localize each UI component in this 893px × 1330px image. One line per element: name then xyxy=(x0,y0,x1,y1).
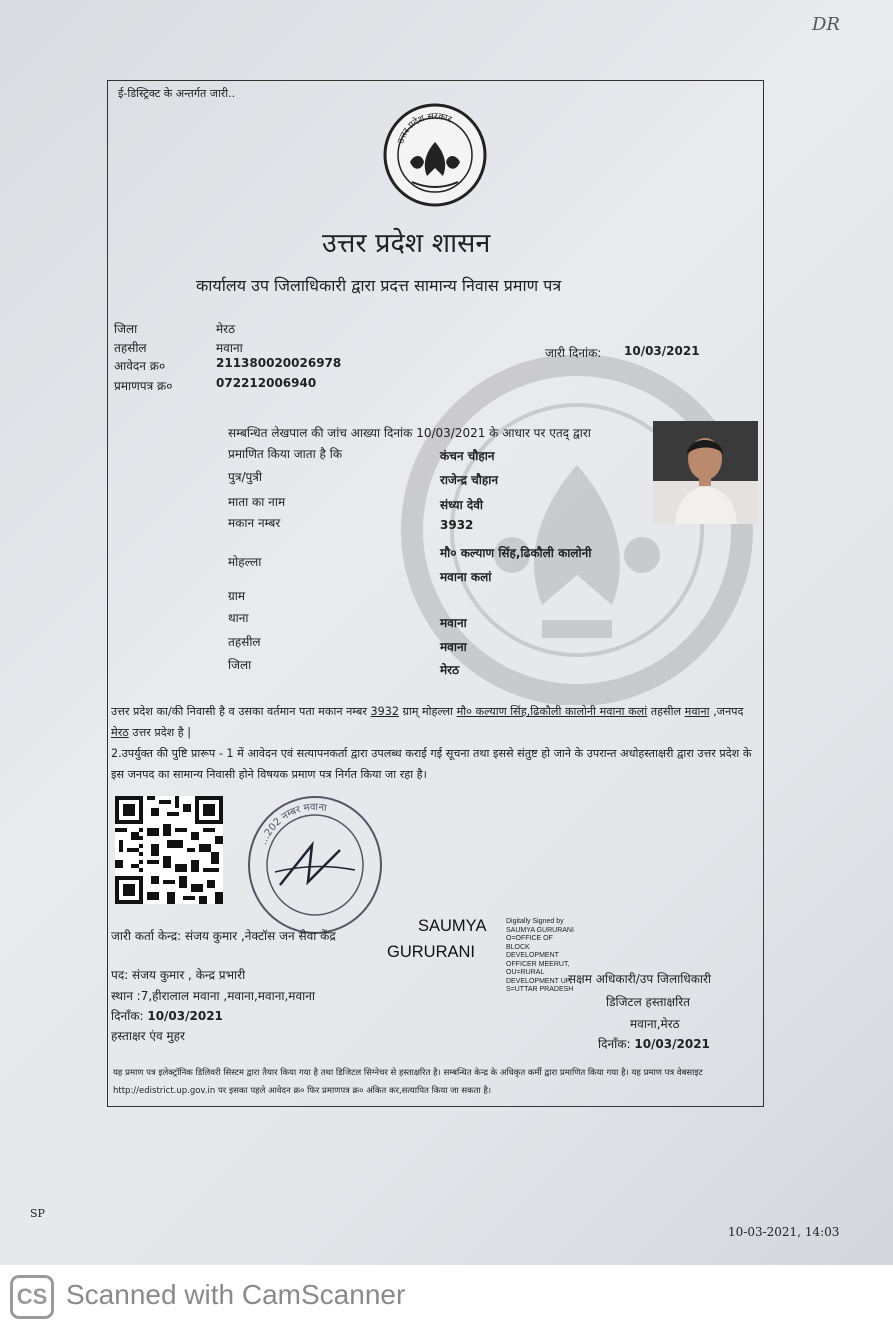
residence-locality: मौ० कल्याण सिंह,ढिकौली कालोनी मवाना कलां xyxy=(456,705,648,718)
scan-left-mark: SP xyxy=(30,1207,45,1220)
emblem-text: उत्तर प्रदेश सरकार xyxy=(396,111,453,146)
certified-label: प्रमाणित किया जाता है कि xyxy=(228,447,343,461)
issue-date: 10/03/2021 xyxy=(624,344,700,358)
tehsil-label-2: तहसील xyxy=(228,635,261,649)
svg-text:...202 नम्बर मवाना xyxy=(258,802,328,847)
application-number: 211380020026978 xyxy=(216,356,342,370)
application-label: आवेदन क्र० xyxy=(114,359,166,373)
camscanner-label: Scanned with CamScanner xyxy=(66,1279,406,1310)
issuer-place: स्थान :7,हीरालाल मवाना ,मवाना,मवाना,मवाना xyxy=(111,989,316,1003)
issuer-post: पद: संजय कुमार , केन्द्र प्रभारी xyxy=(111,968,246,982)
residence-text-a: उत्तर प्रदेश का/की निवासी है व उसका वर्तमान पता मकान नम्बर xyxy=(111,705,371,718)
residence-text-e: उत्तर प्रदेश है | xyxy=(128,726,192,739)
locality-label: मोहल्ला xyxy=(228,555,262,569)
issuing-center: जारी कर्ता केन्द्र: संजय कुमार ,नेक्टॉस जन सेवा केंद्र xyxy=(111,929,336,943)
residence-tehsil: मवाना xyxy=(684,705,710,718)
district-value: मेरठ xyxy=(216,322,236,336)
father-name: राजेन्द्र चौहान xyxy=(440,473,499,487)
applicant-name: कंचन चौहान xyxy=(440,449,495,463)
certificate-number-label: प्रमाणपत्र क्र० xyxy=(114,379,173,393)
district-value-2: मेरठ xyxy=(440,663,460,677)
certificate-title: उत्तर प्रदेश शासन xyxy=(322,228,491,259)
house-number: 3932 xyxy=(440,518,474,532)
residence-text-b: ग्राम् मोहल्ला xyxy=(398,705,457,718)
stamp-text: ...202 नम्बर मवाना xyxy=(258,801,328,847)
authority-title: सक्षम अधिकारी/उप जिलाधिकारी xyxy=(568,972,712,986)
authority-date: 10/03/2021 xyxy=(634,1037,710,1051)
signature-seal-label: हस्ताक्षर एंव मुहर xyxy=(111,1029,185,1043)
digital-signature-details: Digitally Signed by SAUMYA GURURANI O=OFFICE OF BLOCK DEVELOPMENT OFFICER MEERUT, OU=RURAL DEVELOPMENT UP, S=UTTAR PRADESH xyxy=(506,918,574,993)
residence-district: मेरठ xyxy=(111,726,129,739)
applicant-photo xyxy=(653,421,758,524)
qr-code-pattern xyxy=(115,796,223,904)
issuer-date-label: दिनाँक: xyxy=(111,1009,144,1023)
issued-under-note: ई-डिस्ट्रिक्ट के अन्तर्गत जारी.. xyxy=(118,87,236,100)
certificate-subtitle: कार्यालय उप जिलाधिकारी द्वारा प्रदत्त सामान्य निवास प्रमाण पत्र xyxy=(196,276,562,295)
authority-date-row xyxy=(598,1035,710,1052)
tehsil-value: मवाना xyxy=(216,341,243,355)
signer-name-line2: GURURANI xyxy=(387,943,476,961)
inspection-intro: सम्बन्धित लेखपाल की जांच आख्या दिनांक 10/03/2021 के आधार पर एतद् द्वारा xyxy=(228,426,591,440)
signer-name-line1: SAUMYA xyxy=(418,917,487,935)
digitally-signed-label: डिजिटल हस्ताक्षरित xyxy=(606,995,690,1009)
residence-house-number: 3932 xyxy=(370,705,399,718)
official-round-stamp xyxy=(240,790,390,940)
district-label-2: जिला xyxy=(228,658,252,672)
police-station-label: थाना xyxy=(228,611,249,625)
camscanner-logo-icon: CS xyxy=(10,1275,54,1319)
scan-timestamp: 10-03-2021, 14:03 xyxy=(728,1225,840,1239)
residence-text-d: ,जनपद xyxy=(709,705,744,718)
district-label: जिला xyxy=(114,322,138,336)
qr-code xyxy=(115,796,223,904)
issuer-date: 10/03/2021 xyxy=(147,1009,223,1023)
certificate-number: 072212006940 xyxy=(216,376,317,390)
verification-footer-note: यह प्रमाण पत्र इलेक्ट्रॉनिक डिलिवरी सिस्टम द्वारा तैयार किया गया है तथा डिजिटल सिग्नेचर से हस्ताक्षरित है। सम्बन्धित केन्द्र के अधिकृत कर्मी द्वारा प्रमाणित किया गया है। यह प्रमाण पत्र वेबसाइट http://edistrict.up.gov.in पर इसका पहले आवेदन क्र० फिर प्रमाणपत्र क्र० अंकित कर,सत्यापित किया जा सकता है। xyxy=(113,1068,703,1096)
tehsil-label: तहसील xyxy=(114,341,147,355)
child-of-label: पुत्र/पुत्री xyxy=(228,470,263,484)
house-label: मकान नम्बर xyxy=(228,516,281,530)
residence-text-c: तहसील xyxy=(647,705,685,718)
verification-statement: 2.उपर्युक्त की पुष्टि प्रारूप - 1 में आवेदन एवं सत्यापनकर्ता द्वारा उपलब्ध कराई गई सूचना तथा इससे संतुष्ट हो जाने के उपरान्त अधोहस्ताक्षरी द्वारा उत्तर प्रदेश के इस जनपद का सामान्य निवासी होने विषयक प्रमाण पत्र निर्गत किया जा रहा है। xyxy=(111,747,752,781)
issue-date-label: जारी दिनांक: xyxy=(545,346,602,360)
corner-handwritten-mark: DR xyxy=(812,14,840,35)
mother-name: संध्या देवी xyxy=(440,498,484,512)
village-label: ग्राम xyxy=(228,589,246,603)
tehsil-value-2: मवाना xyxy=(440,640,467,654)
residence-statement xyxy=(111,701,761,743)
locality-line-1: मौ० कल्याण सिंह,ढिकौली कालोनी xyxy=(440,546,592,560)
locality-line-2: मवाना कलां xyxy=(440,570,492,584)
police-station-value: मवाना xyxy=(440,616,467,630)
authority-place: मवाना,मेरठ xyxy=(630,1017,680,1031)
up-govt-emblem xyxy=(382,102,488,208)
authority-date-label: दिनाँक: xyxy=(598,1037,631,1051)
mother-label: माता का नाम xyxy=(228,495,286,509)
applicant-photo-illustration xyxy=(653,421,758,524)
issuer-date-row xyxy=(111,1007,223,1024)
